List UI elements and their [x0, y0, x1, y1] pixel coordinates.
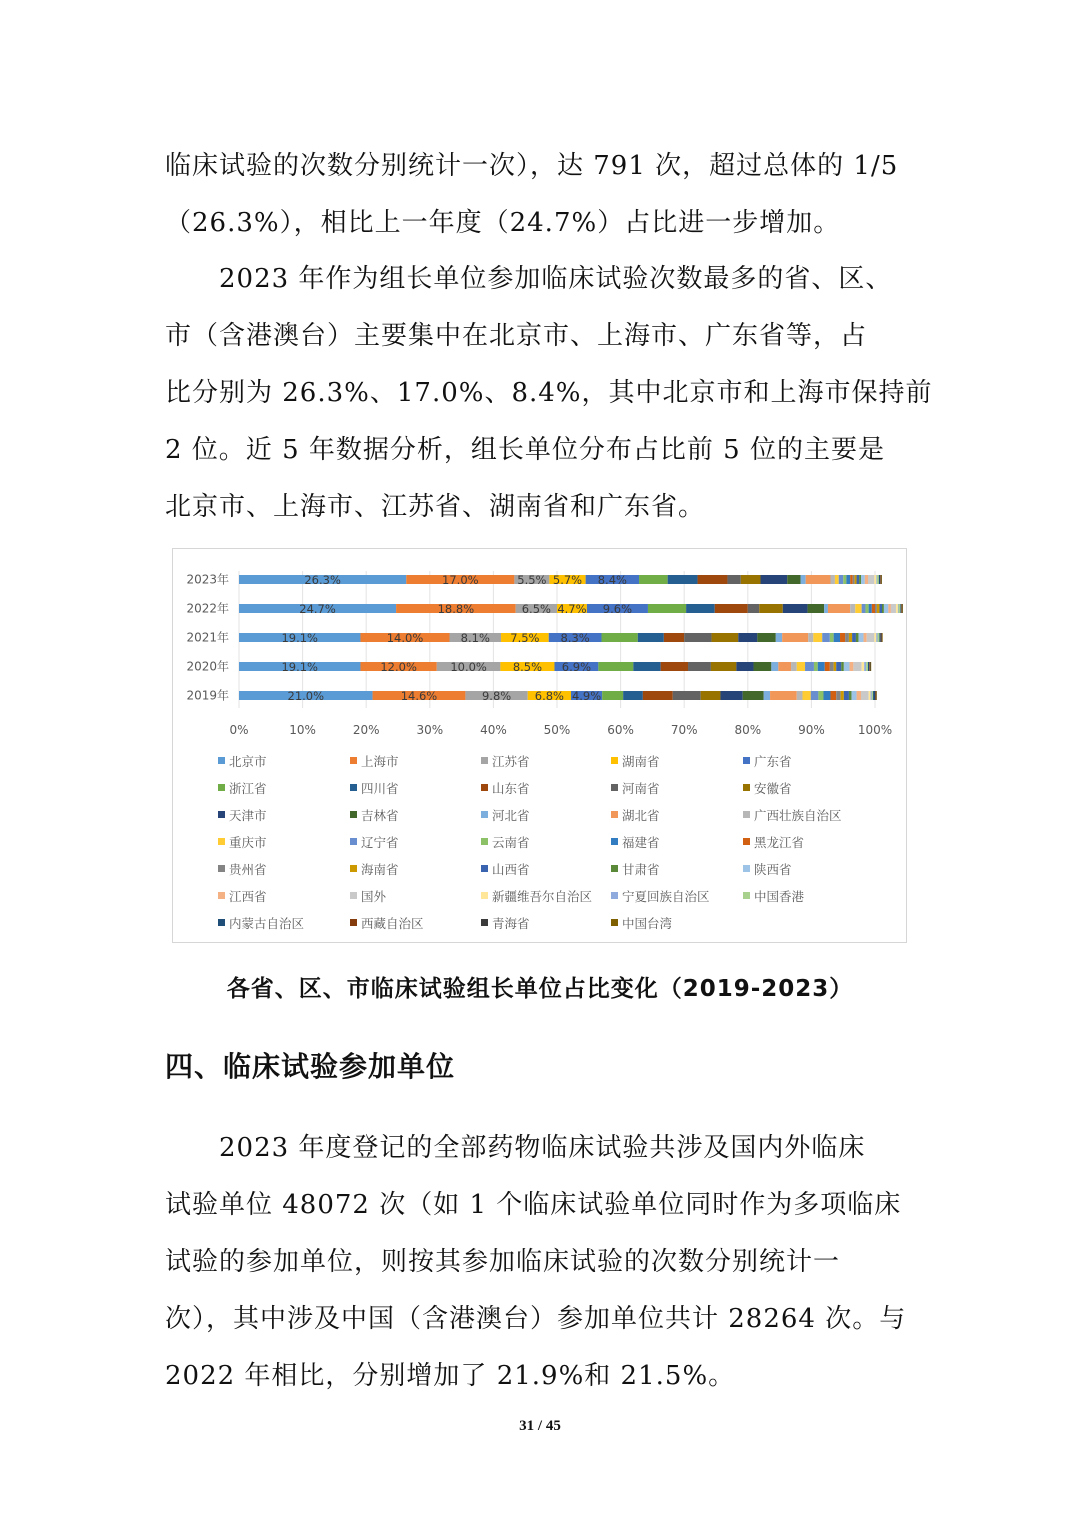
legend-swatch [611, 838, 618, 845]
bar-segment [845, 633, 849, 642]
bar-segment [664, 633, 684, 642]
legend-label: 浙江省 [229, 781, 267, 796]
bar-segment [864, 633, 867, 642]
bar-segment [836, 691, 840, 700]
bar-segment [698, 575, 728, 584]
bar-segment [836, 662, 841, 671]
bar-segment [867, 633, 875, 642]
legend-label: 内蒙古自治区 [229, 916, 305, 931]
bar-segment [840, 633, 845, 642]
bar-segment [738, 633, 757, 642]
bar-segment [668, 575, 698, 584]
bar-segment [850, 604, 855, 613]
bar-segment [835, 575, 839, 584]
legend-swatch [350, 919, 357, 926]
text-line: 比分别为 26.3%、17.0%、8.4%，其中北京市和上海市保持前 [165, 378, 933, 408]
data-label: 6.5% [521, 602, 551, 616]
bar-segment [896, 604, 898, 613]
bar-segment [901, 604, 902, 613]
bar-segment [873, 691, 875, 700]
legend-label: 海南省 [361, 862, 399, 877]
bar-segment [797, 662, 805, 671]
bar-segment [771, 662, 778, 671]
bar-segment [865, 604, 868, 613]
legend-label: 广东省 [754, 754, 792, 769]
legend-swatch [481, 838, 488, 845]
bar-segment [757, 633, 775, 642]
bar-segment [686, 604, 715, 613]
bar-segment [783, 604, 808, 613]
bar-segment [874, 633, 876, 642]
legend-swatch [350, 784, 357, 791]
bar-segment [598, 662, 633, 671]
bar-segment [818, 691, 823, 700]
legend-label: 吉林省 [361, 808, 399, 823]
legend-label: 湖南省 [622, 754, 660, 769]
bar-segment [743, 691, 764, 700]
bar-segment [869, 691, 871, 700]
bar-segment [900, 604, 901, 613]
data-label: 19.1% [281, 631, 319, 645]
bar-segment [853, 575, 855, 584]
legend-swatch [350, 865, 357, 872]
bar-segment [648, 604, 686, 613]
bar-segment [811, 691, 819, 700]
bar-segment [881, 575, 882, 584]
bar-segment [834, 662, 837, 671]
text-line: 市（含港澳台）主要集中在北京市、上海市、广东省等，占 [165, 321, 868, 351]
bar-segment [882, 633, 883, 642]
legend-label: 四川省 [361, 781, 399, 796]
legend-swatch [218, 892, 225, 899]
bar-segment [787, 575, 800, 584]
bar-segment [866, 662, 868, 671]
bar-segment [602, 633, 638, 642]
bar-segment [759, 604, 783, 613]
bar-segment [849, 633, 852, 642]
bar-segment [764, 691, 770, 700]
bar-segment [684, 633, 711, 642]
bar-segment [871, 691, 872, 700]
bar-segment [850, 662, 854, 671]
data-label: 8.5% [512, 660, 543, 674]
legend-swatch [218, 919, 225, 926]
legend-swatch [611, 892, 618, 899]
bar-segment [853, 662, 861, 671]
bar-segment [797, 691, 803, 700]
legend-swatch [743, 811, 750, 818]
bar-segment [805, 662, 814, 671]
bar-segment [881, 633, 882, 642]
data-label: 17.0% [442, 573, 479, 587]
stacked-bar-chart [173, 549, 906, 942]
data-label: 8.4% [597, 573, 627, 587]
bar-segment [830, 575, 834, 584]
data-label: 5.5% [517, 573, 547, 587]
legend-label: 福建省 [622, 835, 660, 850]
bar-segment [874, 575, 876, 584]
bar-segment [876, 575, 877, 584]
bar-segment [822, 633, 830, 642]
x-tick-label: 0% [229, 723, 249, 737]
bar-segment [880, 575, 881, 584]
text-line: 2022 年相比，分别增加了 21.9%和 21.5%。 [165, 1361, 736, 1391]
bar-segment [839, 575, 843, 584]
x-tick-label: 70% [670, 723, 698, 737]
legend-label: 黑龙江省 [754, 835, 805, 850]
text-line: 临床试验的次数分别统计一次），达 791 次，超过总体的 1/5 [165, 151, 899, 181]
bar-segment [861, 691, 869, 700]
legend-label: 中国台湾 [622, 916, 673, 931]
bar-segment [818, 662, 825, 671]
legend-swatch [481, 757, 488, 764]
bar-segment [862, 604, 866, 613]
bar-segment [868, 575, 874, 584]
bar-segment [814, 662, 818, 671]
bar-segment [876, 633, 877, 642]
bar-segment [843, 575, 846, 584]
legend-swatch [611, 811, 618, 818]
bar-segment [850, 575, 853, 584]
bar-segment [776, 633, 782, 642]
legend-swatch [481, 919, 488, 926]
data-label: 12.0% [380, 660, 417, 674]
legend-swatch [743, 865, 750, 872]
legend-label: 江西省 [229, 889, 267, 904]
bar-segment [754, 662, 772, 671]
bar-segment [858, 633, 863, 642]
legend-label: 天津市 [229, 808, 267, 823]
bar-segment [844, 691, 849, 700]
bar-segment [633, 662, 660, 671]
data-label: 6.8% [534, 689, 564, 703]
bar-segment [851, 691, 856, 700]
x-tick-label: 10% [289, 723, 316, 737]
legend-swatch [481, 784, 488, 791]
bar-segment [872, 604, 875, 613]
bar-segment [727, 575, 740, 584]
bar-segment [856, 633, 859, 642]
bar-segment [879, 633, 880, 642]
data-label: 10.0% [450, 660, 487, 674]
bar-segment [875, 604, 877, 613]
bar-segment [891, 604, 896, 613]
bar-segment [869, 604, 872, 613]
legend-label: 辽宁省 [361, 835, 399, 850]
paragraph-1 [165, 138, 917, 252]
bar-segment [813, 633, 822, 642]
legend-label: 青海省 [492, 916, 530, 931]
legend-label: 山东省 [492, 781, 530, 796]
bar-segment [801, 575, 806, 584]
bar-segment [855, 604, 861, 613]
bar-segment [841, 691, 844, 700]
category-label: 2022年 [186, 601, 229, 616]
legend-label: 上海市 [361, 754, 399, 769]
bar-segment [602, 691, 623, 700]
text-line: 2 位。近 5 年数据分析，组长单位分布占比前 5 位的主要是 [165, 435, 885, 465]
bar-segment [834, 633, 840, 642]
bar-segment [778, 662, 791, 671]
legend-swatch [743, 892, 750, 899]
data-label: 4.7% [557, 602, 587, 616]
bar-segment [844, 662, 850, 671]
data-label: 21.0% [287, 689, 325, 703]
category-label: 2021年 [186, 630, 229, 645]
bar-segment [830, 662, 834, 671]
legend-swatch [218, 865, 225, 872]
bar-segment [876, 691, 877, 700]
bar-segment [661, 662, 688, 671]
data-label: 4.9% [571, 689, 602, 703]
bar-segment [720, 691, 742, 700]
page-number: 31 / 45 [519, 1418, 561, 1434]
bar-segment [899, 604, 901, 613]
data-label: 9.8% [481, 689, 512, 703]
x-tick-label: 100% [857, 723, 893, 737]
bar-segment [865, 575, 868, 584]
bar-segment [872, 691, 873, 700]
legend-label: 西藏自治区 [361, 916, 424, 931]
legend-swatch [218, 811, 225, 818]
data-label: 6.9% [561, 660, 592, 674]
legend-label: 新疆维吾尔自治区 [492, 889, 593, 904]
legend-swatch [218, 784, 225, 791]
section-heading: 四、临床试验参加单位 [165, 1050, 456, 1083]
bar-segment [823, 691, 830, 700]
bar-segment [871, 662, 872, 671]
bar-segment [862, 662, 865, 671]
legend-label: 北京市 [229, 754, 267, 769]
paragraph-3 [165, 1120, 917, 1405]
legend-swatch [350, 811, 357, 818]
bar-segment [824, 604, 828, 613]
bar-segment [879, 575, 880, 584]
data-label: 14.0% [386, 631, 424, 645]
legend-swatch [481, 811, 488, 818]
bar-segment [736, 662, 753, 671]
text-line: 试验单位 48072 次（如 1 个临床试验单位同时作为多项临床 [165, 1190, 902, 1220]
legend-label: 江苏省 [492, 754, 530, 769]
bar-segment [782, 633, 808, 642]
data-label: 8.1% [460, 631, 490, 645]
legend-swatch [350, 838, 357, 845]
legend-label: 宁夏回族自治区 [622, 889, 710, 904]
category-label: 2019年 [186, 688, 229, 703]
category-label: 2023年 [186, 572, 229, 587]
bar-segment [888, 604, 891, 613]
legend-swatch [350, 757, 357, 764]
category-label: 2020年 [186, 659, 229, 674]
legend-label: 重庆市 [229, 835, 267, 850]
text-line: 试验的参加单位，则按其参加临床试验的次数分别统计一 [165, 1247, 841, 1277]
legend-label: 云南省 [492, 835, 530, 850]
x-tick-label: 50% [543, 723, 571, 737]
text-line: 2023 年度登记的全部药物临床试验共涉及国内外临床 [165, 1133, 866, 1163]
bar-segment [898, 604, 899, 613]
bar-segment [688, 662, 711, 671]
legend-swatch [743, 838, 750, 845]
legend-swatch [218, 757, 225, 764]
bar-segment [857, 691, 861, 700]
legend-label: 甘肃省 [622, 862, 660, 877]
legend-label: 广西壮族自治区 [754, 808, 842, 823]
bar-segment [711, 662, 736, 671]
bar-segment [806, 575, 831, 584]
text-line: 2023 年作为组长单位参加临床试验次数最多的省、区、 [165, 264, 893, 294]
bar-segment [868, 662, 869, 671]
legend-swatch [611, 784, 618, 791]
bar-segment [870, 662, 871, 671]
legend-swatch [611, 757, 618, 764]
data-label: 14.6% [400, 689, 438, 703]
text-line: 北京市、上海市、江苏省、湖南省和广东省。 [165, 492, 706, 522]
bar-segment [855, 575, 857, 584]
x-tick-label: 30% [416, 723, 444, 737]
legend-label: 山西省 [492, 862, 530, 877]
x-tick-label: 40% [480, 723, 507, 737]
bar-segment [861, 575, 865, 584]
bar-segment [825, 662, 830, 671]
bar-segment [876, 691, 877, 700]
bar-segment [864, 662, 866, 671]
bar-segment [882, 604, 884, 613]
data-label: 18.8% [437, 602, 475, 616]
legend-label: 陕西省 [754, 862, 792, 877]
bar-segment [859, 575, 861, 584]
legend-swatch [743, 784, 750, 791]
bar-segment [857, 575, 860, 584]
bar-segment [875, 691, 876, 700]
bar-segment [877, 604, 880, 613]
bar-segment [638, 633, 664, 642]
legend-label: 贵州省 [229, 862, 267, 877]
data-label: 26.3% [304, 573, 341, 587]
legend-label: 河南省 [622, 781, 660, 796]
bar-segment [841, 662, 844, 671]
bar-segment [830, 633, 834, 642]
bar-segment [884, 604, 888, 613]
legend-swatch [481, 865, 488, 872]
x-tick-label: 20% [352, 723, 380, 737]
data-label: 24.7% [299, 602, 336, 616]
bar-segment [849, 691, 852, 700]
data-label: 5.7% [552, 573, 583, 587]
bar-segment [643, 691, 673, 700]
legend-swatch [350, 892, 357, 899]
bar-segment [802, 691, 810, 700]
bar-segment [715, 604, 748, 613]
legend-label: 安徽省 [754, 781, 792, 796]
legend-swatch [611, 865, 618, 872]
x-tick-label: 80% [734, 723, 762, 737]
bar-segment [881, 575, 882, 584]
bar-segment [639, 575, 668, 584]
legend-swatch [611, 919, 618, 926]
bar-segment [846, 575, 850, 584]
paragraph-2 [165, 251, 933, 536]
legend-swatch [218, 838, 225, 845]
data-label: 9.6% [602, 602, 633, 616]
bar-segment [748, 604, 759, 613]
bar-segment [791, 662, 797, 671]
bar-segment [741, 575, 761, 584]
x-tick-label: 90% [798, 723, 825, 737]
bar-segment [881, 633, 882, 642]
bar-segment [869, 662, 870, 671]
bar-segment [808, 604, 825, 613]
text-line: 次），其中涉及中国（含港澳台）参加单位共计 28264 次。与 [165, 1304, 907, 1334]
bar-segment [877, 575, 879, 584]
bar-segment [830, 691, 836, 700]
data-label: 8.3% [560, 631, 590, 645]
legend-label: 国外 [361, 889, 387, 904]
chart-caption: 各省、区、市临床试验组长单位占比变化（2019-2023） [226, 976, 854, 1002]
legend-swatch [481, 892, 488, 899]
bar-segment [902, 604, 903, 613]
bar-segment [623, 691, 643, 700]
data-label: 7.5% [510, 631, 540, 645]
bar-segment [761, 575, 788, 584]
bar-segment [902, 604, 903, 613]
bar-segment [852, 633, 856, 642]
legend-label: 河北省 [492, 808, 530, 823]
bar-segment [770, 691, 797, 700]
chart-frame [172, 548, 907, 943]
legend-label: 湖北省 [622, 808, 660, 823]
bar-segment [712, 633, 739, 642]
bar-segment [879, 604, 882, 613]
bar-segment [808, 633, 813, 642]
data-label: 19.1% [281, 660, 319, 674]
bar-segment [673, 691, 701, 700]
text-line: （26.3%），相比上一年度（24.7%）占比进一步增加。 [165, 208, 841, 238]
bar-segment [701, 691, 721, 700]
legend-label: 中国香港 [754, 889, 805, 904]
x-tick-label: 60% [607, 723, 634, 737]
legend-swatch [743, 757, 750, 764]
bar-segment [828, 604, 850, 613]
bar-segment [878, 633, 880, 642]
